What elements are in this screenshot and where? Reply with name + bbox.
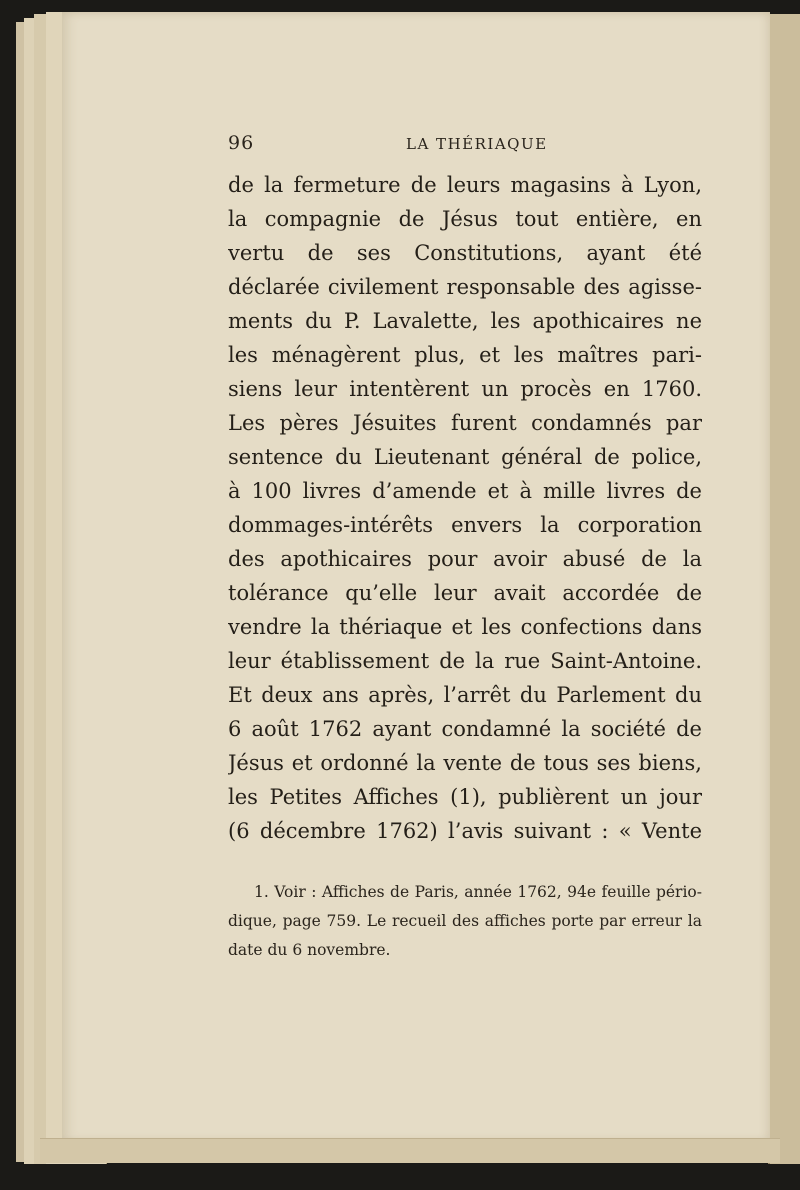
text-line: tolérance qu’elle leur avait accordée de	[228, 581, 702, 605]
text-line: dommages-intérêts envers la corporation	[228, 513, 702, 537]
text-line: Et deux ans après, l’arrêt du Parlement du	[228, 683, 702, 707]
footnote-line: 1. Voir : Affiches de Paris, année 1762, 94e feuille pério-	[254, 883, 702, 901]
footnote-line: dique, page 759. Le recueil des affiches porte par erreur la	[228, 912, 702, 930]
text-line: les ménagèrent plus, et les maîtres pari-	[228, 343, 702, 367]
text-line: des apothicaires pour avoir abusé de la	[228, 547, 702, 571]
text-line: vendre la thériaque et les confections dans	[228, 615, 702, 639]
text-line: ments du P. Lavalette, les apothicaires ne	[228, 309, 702, 333]
text-line: 6 août 1762 ayant condamné la société de	[228, 717, 702, 741]
text-line: siens leur intentèrent un procès en 1760.	[228, 377, 702, 401]
text-line: les Petites Affiches (1), publièrent un jour	[228, 785, 702, 809]
facing-page-edge	[768, 14, 800, 1164]
footnote-line: date du 6 novembre.	[228, 941, 391, 959]
page-number: 96	[228, 132, 255, 154]
text-line: Les pères Jésuites furent condamnés par	[228, 411, 702, 435]
text-line: (6 décembre 1762) l’avis suivant : « Vente	[228, 819, 702, 843]
text-line: déclarée civilement responsable des agisse-	[228, 275, 702, 299]
footnote	[228, 878, 702, 965]
text-line: la compagnie de Jésus tout entière, en	[228, 207, 702, 231]
text-line: à 100 livres d’amende et à mille livres de	[228, 479, 702, 503]
text-line: Jésus et ordonné la vente de tous ses biens,	[228, 751, 702, 775]
text-line: sentence du Lieutenant général de police,	[228, 445, 702, 469]
body-text	[228, 168, 702, 848]
running-head	[228, 132, 702, 162]
text-line: vertu de ses Constitutions, ayant été	[228, 241, 702, 265]
running-title: LA THÉRIAQUE	[406, 135, 548, 153]
page-stack-bottom-edge	[40, 1138, 780, 1163]
text-line: de la fermeture de leurs magasins à Lyon,	[228, 173, 702, 197]
text-line: leur établissement de la rue Saint-Antoine.	[228, 649, 702, 673]
